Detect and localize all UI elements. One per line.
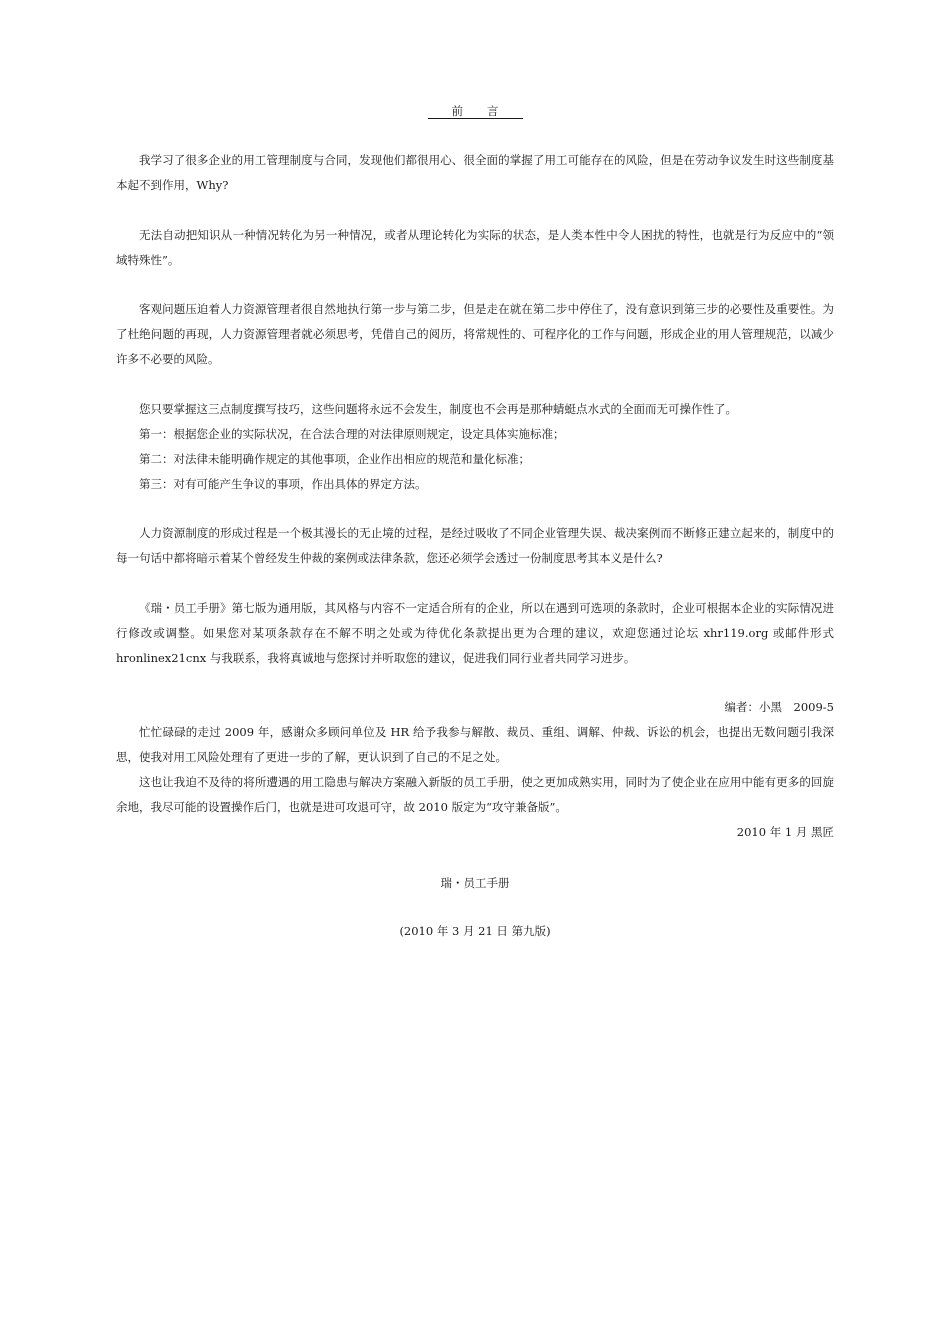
- preface-paragraph-5: 人力资源制度的形成过程是一个极其漫长的无止境的过程，是经过吸收了不同企业管理失误、裁决案例而不断修正建立起来的，制度中的每一句话中都将暗示着某个曾经发生仲裁的案例或法律条款，您还必须学会透过一份制度思考其本义是什么?: [116, 526, 834, 565]
- handbook-title: 瑞・员工手册: [440, 876, 510, 890]
- preface-paragraph-3: 客观问题压迫着人力资源管理者很自然地执行第一步与第二步，但是走在就在第二步中停住了，没有意识到第三步的必要性及重要性。为了杜绝问题的再现，人力资源管理者就必须思考，凭借自己的阅历，将常规性的、可程序化的工作与问题，形成企业的用人管理规范，以减少许多不必要的风险。: [116, 302, 834, 366]
- step-one: 第一：根据您企业的实际状况，在合法合理的对法律原则规定，设定具体实施标准；: [139, 427, 565, 441]
- preface-title: [116, 102, 834, 120]
- preface-paragraph-7: 忙忙碌碌的走过 2009 年，感谢众多顾问单位及 HR 给予我参与解散、裁员、重组、调解、仲裁、诉讼的机会，也提出无数问题引我深思，使我对用工风险处理有了更进一步的了解，更认识到了自己的不足之处。: [116, 725, 834, 764]
- handbook-edition: (2010 年 3 月 21 日 第九版): [399, 924, 551, 938]
- preface-title-text: 前言: [428, 104, 523, 119]
- preface-paragraph-4: 您只要掌握这三点制度撰写技巧，这些问题将永远不会发生，制度也不会再是那种蜻蜓点水式的全面而无可操作性了。: [139, 402, 737, 416]
- editor-signature: 编者：小黑 2009-5: [724, 700, 834, 714]
- preface-paragraph-6: 《瑞・员工手册》第七版为通用版，其风格与内容不一定适合所有的企业，所以在遇到可选项的条款时，企业可根据本企业的实际情况进行修改或调整。如果您对某项条款存在不解不明之处或为待优化条款提出更为合理的建议，欢迎您通过论坛 xhr119.org 或邮件形式 hronlinex21cnx 与我联系，我将真诚地与您探讨并听取您的建议，促进我们同行业者共同学习进步。: [116, 601, 834, 665]
- step-two: 第二：对法律未能明确作规定的其他事项，企业作出相应的规范和量化标准；: [139, 452, 530, 466]
- preface-paragraph-8: 这也让我迫不及待的将所遭遇的用工隐患与解决方案融入新版的员工手册，使之更加成熟实用，同时为了使企业在应用中能有更多的回旋余地，我尽可能的设置操作后门，也就是进可攻退可守，故 2010 版定为“攻守兼备版”。: [116, 775, 834, 814]
- document-page: [116, 0, 834, 1344]
- preface-paragraph-1: 我学习了很多企业的用工管理制度与合同，发现他们都很用心、很全面的掌握了用工可能存在的风险，但是在劳动争议发生时这些制度基本起不到作用，Why?: [116, 153, 834, 192]
- step-three: 第三：对有可能产生争议的事项，作出具体的界定方法。: [139, 477, 427, 491]
- author-signature: 2010 年 1 月 黑匠: [736, 825, 834, 839]
- preface-paragraph-2: 无法自动把知识从一种情况转化为另一种情况，或者从理论转化为实际的状态，是人类本性中令人困扰的特性，也就是行为反应中的“领域特殊性”。: [116, 228, 834, 267]
